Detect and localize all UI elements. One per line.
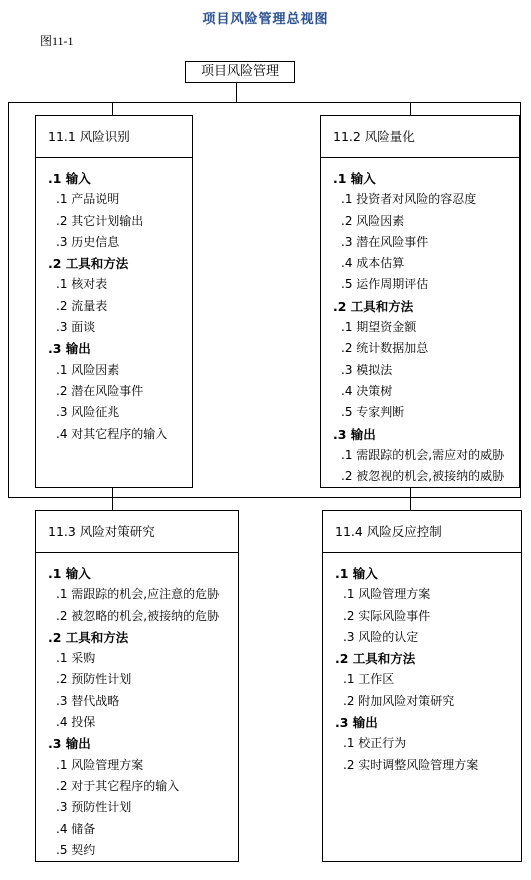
section-label: .1 输入 bbox=[335, 566, 378, 581]
section-label: .3 输出 bbox=[48, 736, 91, 752]
connector-bottom-bar bbox=[8, 497, 521, 498]
list-item: .1 工作区 bbox=[343, 672, 395, 687]
list-item: .1 期望资金额 bbox=[341, 320, 417, 335]
section-label: .2 工具和方法 bbox=[333, 298, 414, 314]
section-label: .1 输入 bbox=[333, 171, 376, 186]
box-risk-response-control bbox=[322, 510, 522, 862]
list-item: .4 成本估算 bbox=[341, 256, 405, 271]
list-item: .1 采购 bbox=[56, 651, 96, 666]
section-label: .2 工具和方法 bbox=[48, 256, 129, 272]
list-item: .1 核对表 bbox=[56, 277, 108, 292]
list-item: .1 风险管理方案 bbox=[343, 587, 431, 602]
connector-box4 bbox=[410, 488, 411, 510]
list-item: .2 实际风险事件 bbox=[343, 608, 431, 623]
box-body bbox=[36, 158, 192, 445]
list-item: .2 其它计划输出 bbox=[56, 213, 144, 228]
list-item: .4 储备 bbox=[56, 821, 96, 836]
list-item: .3 替代战略 bbox=[56, 693, 120, 708]
box-risk-quantification bbox=[320, 115, 520, 488]
list-item: .2 流量表 bbox=[56, 298, 108, 313]
section-label: .3 输出 bbox=[48, 341, 91, 357]
connector-left-outer bbox=[8, 102, 9, 498]
list-item: .2 风险因素 bbox=[341, 213, 405, 228]
connector-box1 bbox=[112, 102, 113, 115]
connector-top-bar bbox=[8, 102, 520, 103]
list-item: .1 产品说明 bbox=[56, 192, 120, 207]
connector-right-outer bbox=[520, 102, 521, 498]
list-item: .3 潜在风险事件 bbox=[341, 234, 429, 249]
list-item: .1 校正行为 bbox=[343, 736, 407, 751]
list-item: .5 运作周期评估 bbox=[341, 277, 429, 292]
list-item: .1 需跟踪的机会,应注意的危胁 bbox=[56, 587, 220, 602]
list-item: .2 被忽视的机会,被接纳的威胁 bbox=[341, 469, 505, 484]
connector-root-stem bbox=[236, 83, 237, 103]
box-risk-identification bbox=[35, 115, 193, 488]
list-item: .2 对于其它程序的输入 bbox=[56, 778, 180, 793]
root-node: 项目风险管理 bbox=[185, 61, 295, 83]
list-item: .2 附加风险对策研究 bbox=[343, 693, 455, 708]
figure-label: 图11-1 bbox=[40, 34, 74, 48]
diagram-title: 项目风险管理总视图 bbox=[202, 12, 329, 27]
connector-box2 bbox=[410, 102, 411, 115]
list-item: .3 预防性计划 bbox=[56, 800, 132, 815]
list-item: .3 面谈 bbox=[56, 320, 96, 335]
list-item: .2 实时调整风险管理方案 bbox=[343, 757, 479, 772]
list-item: .5 契约 bbox=[56, 842, 96, 857]
list-item: .3 风险征兆 bbox=[56, 405, 120, 420]
list-item: .2 统计数据加总 bbox=[341, 341, 429, 356]
connector-box3 bbox=[112, 488, 113, 510]
list-item: .4 投保 bbox=[56, 715, 96, 730]
box-body bbox=[323, 553, 521, 776]
list-item: .2 被忽略的机会,被接纳的危胁 bbox=[56, 608, 220, 623]
list-item: .1 风险因素 bbox=[56, 362, 120, 377]
box-body bbox=[36, 553, 238, 861]
box-body bbox=[321, 158, 519, 487]
box-risk-response-development bbox=[35, 510, 239, 862]
section-label: .2 工具和方法 bbox=[335, 651, 416, 667]
list-item: .2 潜在风险事件 bbox=[56, 383, 144, 398]
box-heading: 11.4 风险反应控制 bbox=[323, 511, 521, 553]
list-item: .5 专家判断 bbox=[341, 405, 405, 420]
list-item: .1 需跟踪的机会,需应对的威胁 bbox=[341, 447, 505, 462]
section-label: .3 输出 bbox=[335, 715, 378, 731]
list-item: .4 决策树 bbox=[341, 383, 393, 398]
list-item: .2 预防性计划 bbox=[56, 672, 132, 687]
section-label: .1 输入 bbox=[48, 171, 91, 186]
list-item: .3 历史信息 bbox=[56, 234, 120, 249]
box-heading: 11.2 风险量化 bbox=[321, 116, 519, 158]
section-label: .1 输入 bbox=[48, 566, 91, 581]
list-item: .1 风险管理方案 bbox=[56, 757, 144, 772]
list-item: .4 对其它程序的输入 bbox=[56, 426, 168, 441]
section-label: .3 输出 bbox=[333, 426, 376, 442]
list-item: .1 投资者对风险的容忍度 bbox=[341, 192, 477, 207]
box-heading: 11.3 风险对策研究 bbox=[36, 511, 238, 553]
list-item: .3 风险的认定 bbox=[343, 629, 419, 644]
box-heading: 11.1 风险识别 bbox=[36, 116, 192, 158]
section-label: .2 工具和方法 bbox=[48, 629, 129, 645]
list-item: .3 模拟法 bbox=[341, 362, 393, 377]
